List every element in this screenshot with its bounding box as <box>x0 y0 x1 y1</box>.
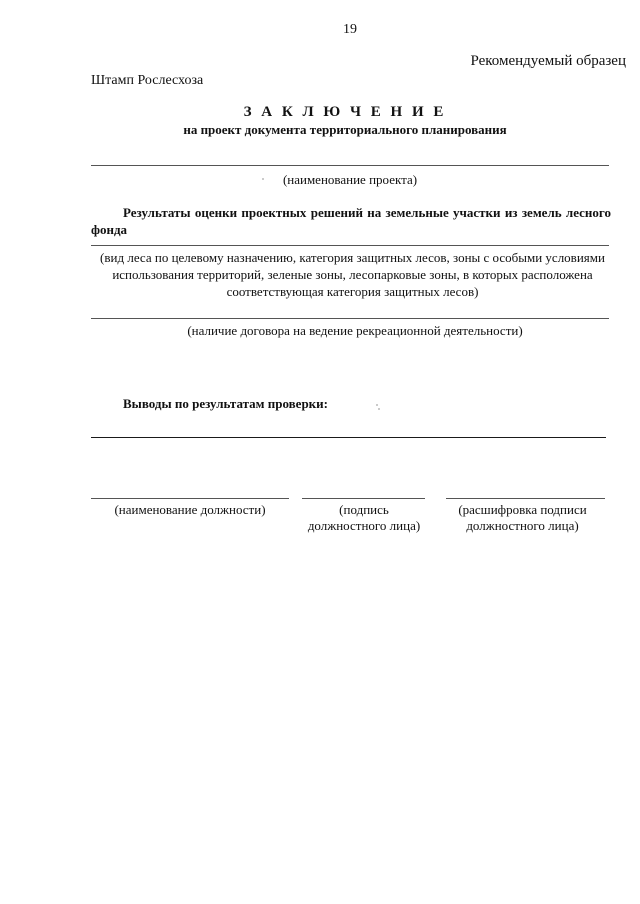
signature-caption <box>300 502 428 534</box>
stamp-label: Штамп Рослесхоза <box>91 73 204 88</box>
signature-line <box>302 498 425 499</box>
position-caption: (наименование должности) <box>114 502 266 517</box>
position-line <box>91 498 289 499</box>
forest-type-caption: (вид леса по целевому назначению, категория защитных лесов, зоны с особыми условиями использования территорий, зеленые зоны, лесопарковые зоны, в которых расположена соответствующая категория защитных лесов) <box>100 250 605 299</box>
decoding-caption-line-1: (расшифровка подписи <box>458 502 587 517</box>
project-name-caption: (наименование проекта) <box>282 172 418 187</box>
scan-speck <box>376 404 378 406</box>
recommended-sample-label: Рекомендуемый образец <box>470 53 626 69</box>
signature-caption-line-2: должностного лица) <box>307 518 421 533</box>
document-subtitle: на проект документа территориального планирования <box>183 122 507 137</box>
page-number: 19 <box>343 22 357 37</box>
document-title: З А К Л Ю Ч Е Н И Е <box>243 104 447 120</box>
results-heading: Результаты оценки проектных решений на земельные участки из земель лесного фонда <box>91 205 611 237</box>
scan-speck <box>262 178 264 180</box>
conclusions-line <box>91 437 606 438</box>
signature-caption-line-1: (подпись <box>339 502 389 517</box>
project-name-line <box>91 165 609 166</box>
conclusions-label: Выводы по результатам проверки: <box>123 396 328 411</box>
decoding-line <box>446 498 605 499</box>
forest-type-line <box>91 245 609 246</box>
decoding-caption-line-2: должностного лица) <box>466 518 579 533</box>
agreement-line <box>91 318 609 319</box>
decoding-caption <box>440 502 605 534</box>
agreement-caption: (наличие договора на ведение рекреационной деятельности) <box>187 323 523 338</box>
scan-speck <box>378 408 380 410</box>
